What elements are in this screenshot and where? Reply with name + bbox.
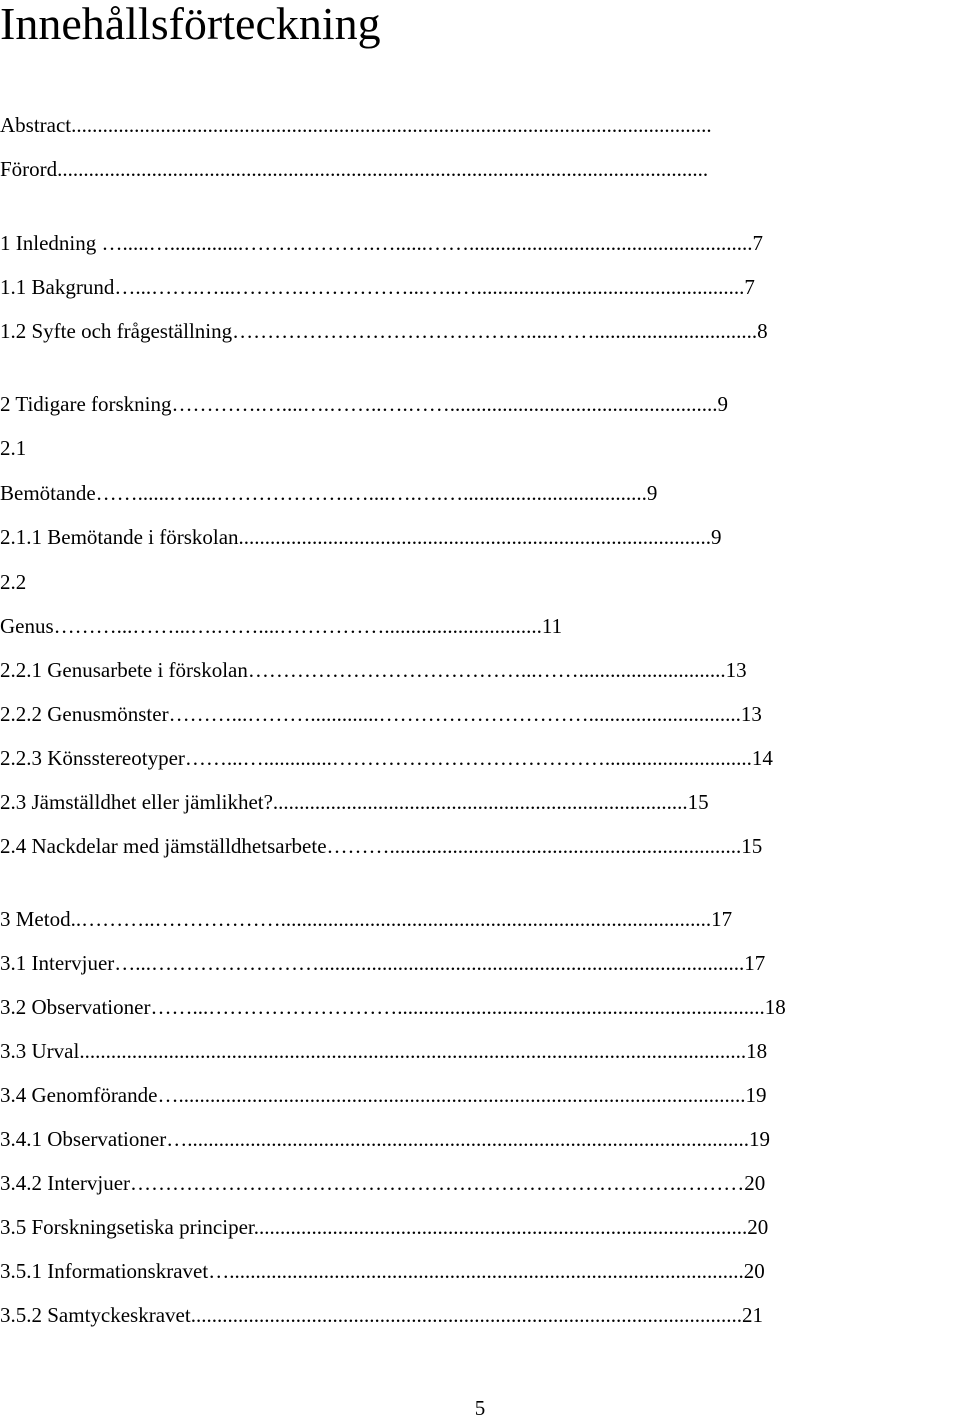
toc-entry-bakgrund[interactable]: 1.1 Bakgrund…...…….…...……….……………...…..…...................................................7 (0, 275, 755, 299)
toc-entry-2-1-number[interactable]: 2.1 (0, 436, 27, 460)
toc-entry-samtyckeskravet[interactable]: 3.5.2 Samtyckeskravet.........................................................................................................21 (0, 1303, 763, 1327)
toc-entry-intervjuer-3-4-2[interactable]: 3.4.2 Intervjuer…………………………………………………………………….………20 (0, 1171, 766, 1195)
toc-entry-intervjuer[interactable]: 3.1 Intervjuer…...…………………….................................................................................17 (0, 951, 766, 975)
toc-entry-genusmonster[interactable]: 2.2.2 Genusmönster………...……….............………………………….............................13 (0, 702, 762, 726)
toc-entry-observationer-3-4-1[interactable]: 3.4.1 Observationer…...........................................................................................................19 (0, 1127, 770, 1151)
toc-entry-genus[interactable]: Genus………...……...….……....……………..............................11 (0, 614, 563, 638)
toc-entry-forord[interactable]: Förord............................................................................................................................ (0, 157, 709, 181)
toc-entry-2-2-number[interactable]: 2.2 (0, 570, 27, 594)
toc-entry-jamstalldhet[interactable]: 2.3 Jämställdhet eller jämlikhet?...............................................................................15 (0, 790, 709, 814)
toc-entry-nackdelar[interactable]: 2.4 Nackdelar med jämställdhetsarbete………...................................................................15 (0, 834, 763, 858)
toc-entry-inledning[interactable]: 1 Inledning ….....…..............……………….…......……......................................................7 (0, 231, 763, 255)
toc-entry-urval[interactable]: 3.3 Urval...............................................................................................................................18 (0, 1039, 768, 1063)
toc-entry-bemotande[interactable]: Bemötande……......….....……………….…....….….…...................................9 (0, 481, 658, 505)
toc-entry-informationskravet[interactable]: 3.5.1 Informationskravet…..................................................................................................20 (0, 1259, 765, 1283)
toc-entry-konsstereotyper[interactable]: 2.2.3 Könsstereotyper……...….............…………………………………............................14 (0, 746, 773, 770)
toc-entry-forskningsetiska[interactable]: 3.5 Forskningsetiska principer..............................................................................................20 (0, 1215, 769, 1239)
toc-entry-metod[interactable]: 3 Metod..………..………………..................................................................................17 (0, 907, 733, 931)
toc-entry-abstract[interactable]: Abstract.......................................................................................................................... (0, 113, 712, 137)
toc-entry-observationer[interactable]: 3.2 Observationer……...………………………......................................................................18 (0, 995, 786, 1019)
toc-entry-syfte[interactable]: 1.2 Syfte och frågeställning…………………………………….....……...............................8 (0, 319, 768, 343)
toc-entry-bemotande-forskolan[interactable]: 2.1.1 Bemötande i förskolan..........................................................................................9 (0, 525, 722, 549)
toc-title: Innehållsförteckning (0, 0, 381, 49)
page-number: 5 (474, 1396, 486, 1420)
toc-entry-genusarbete[interactable]: 2.2.1 Genusarbete i förskolan…………………………………...……............................13 (0, 658, 747, 682)
toc-entry-tidigare-forskning[interactable]: 2 Tidigare forskning………….…....….……..….……...................................................9 (0, 392, 729, 416)
toc-entry-genomforande[interactable]: 3.4 Genomförande…............................................................................................................19 (0, 1083, 767, 1107)
